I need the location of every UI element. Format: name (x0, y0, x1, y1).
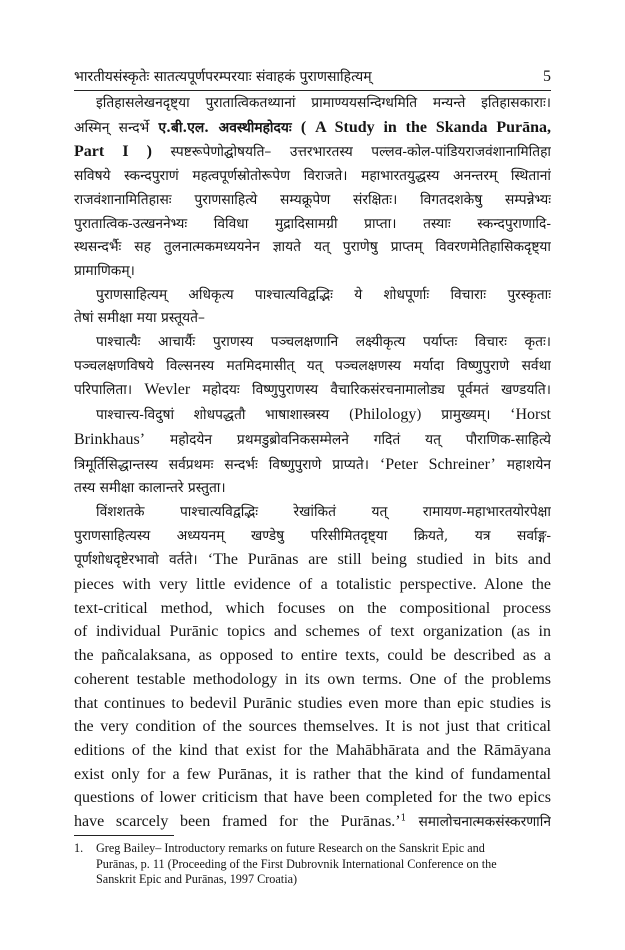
text-span: ) प्रामुख्यम्। (416, 407, 491, 424)
text-line: तेषां समीक्षा मया प्रस्तूयते– (74, 310, 205, 327)
text-span: परिपालिता। (74, 382, 133, 399)
text-line: सविषये स्कन्दपुराणं महत्वपूर्णस्रोतोरूपेण विराजते। महाभारतयुद्धस्य अनन्तरम् स्थितानां (74, 168, 551, 185)
paragraph-1 (74, 92, 551, 284)
footnote-marker: 1. (74, 841, 84, 855)
footnote-reference: 1 (400, 813, 407, 824)
body-text (74, 92, 551, 835)
text-span: अस्मिन् सन्दर्भे (74, 119, 150, 136)
scholar-name: ‘Peter Schreiner’ (379, 455, 496, 473)
text-line: पाश्चात्यैः आचार्यैः पुराणस्य पञ्चलक्षणानि लक्ष्यीकृत्य पर्याप्तः विचारः कृतः। (96, 334, 551, 351)
quotation-line: questions of lower criticism that have been completed for the two epics (74, 789, 551, 807)
running-head (74, 66, 551, 88)
quotation-line: editions of the kind that exist for the Mahābhārata and the Rāmāyana (74, 741, 551, 759)
book-title: ( A Study in the Skanda Purāna, (300, 118, 551, 136)
scholar-name: Wevler (144, 381, 191, 399)
page-number: 5 (543, 68, 551, 85)
text-span: महाशयेन (506, 456, 551, 473)
text-line: इतिहासलेखनदृष्ट्या पुरातात्विकतथ्यानां प्रामाण्ययसन्दिग्धमिति मन्यन्ते इतिहासकाराः। (96, 95, 551, 111)
text-line: तस्य समीक्षा कालान्तरे प्रस्तुता। (74, 480, 226, 497)
paragraph-4 (74, 403, 551, 501)
running-title: भारतीयसंस्कृतेः सातत्यपूर्णपरम्परयाः संवाहकं पुराणसाहित्यम् (74, 69, 372, 85)
text-line (74, 548, 551, 573)
text-line: पुराणसाहित्यस्य अध्ययनम् खण्डेषु परिसीमितदृष्ट्या क्रियते, यत्र सर्वाङ्ग- (74, 527, 551, 544)
footnote-line: Purānas, p. 11 (Proceeding of the First Dubrovnik International Conference on the (96, 856, 497, 871)
text-line: पुराणसाहित्यम् अधिकृत्य पाश्चात्यविद्वद्भिः ये शोधपूर्णाः विचाराः पुरस्कृताः (96, 286, 551, 303)
text-line: पुरातात्विक-उत्खननेभ्यः विविधा मुद्रादिसामग्री प्राप्ता। तस्याः स्कन्दपुराणादि- (74, 215, 551, 232)
paragraph-5 (74, 501, 551, 835)
text-line (74, 810, 551, 835)
quotation-line: that continues to bedevil Purānic studies even more than epic studies is (74, 694, 551, 712)
footnote-text (96, 841, 551, 888)
footnote-line: Sanskrit Epic and Purānas, 1997 Croatia) (96, 872, 298, 886)
quotation-line: the pañcalaksana, as opposed to entire texts, could be described as a (74, 647, 551, 665)
scholar-name: ‘Horst (510, 406, 551, 424)
book-title-part: Part I ) (74, 143, 153, 161)
text-line (74, 378, 551, 403)
footnote-rule (74, 835, 174, 836)
footnote (74, 841, 551, 888)
paragraph-2 (74, 284, 551, 331)
quotation-line: coherent testable methodology in its own terms. One of the problems (74, 670, 551, 688)
text-line: पञ्चलक्षणविषये विल्सनस्य मतमिदमासीत् यत् पञ्चलक्षणस्य मर्यादा विष्णुपुराणे सर्वथा (74, 357, 551, 374)
text-span: महोदयः विष्णुपुराणस्य वैचारिकसंरचनामालोड्य पूर्वमतं खण्डयति। (202, 382, 551, 399)
philology-term: Philology (354, 406, 417, 424)
quotation-line: the very condition of the sources themselves. It is not just that critical (74, 718, 551, 736)
header-rule (74, 90, 551, 91)
text-line (74, 116, 551, 141)
text-line: विंशशतके पाश्चात्यविद्वद्भिः रेखांकितं यत् रामायण-महाभारतयोरपेक्षा (96, 503, 551, 520)
text-line (74, 140, 551, 165)
quotation-text: ‘The Purānas are still being studied in bits and (207, 551, 551, 569)
author-name: ए.बी.एल. अवस्थीमहोदयः (158, 119, 292, 136)
text-line (74, 453, 551, 478)
text-span: पाश्चात्त्य-विदुषां शोधपद्धतौ भाषाशास्त्रस्य ( (96, 407, 355, 424)
quotation-line: of individual Purānic topics and schemes of text organization (as in (74, 623, 551, 641)
text-span: त्रिमूर्तिसिद्धान्तस्य सर्वप्रथमः सन्दर्भः विष्णुपुराणे प्राप्यते। (74, 456, 369, 473)
text-span: पूर्णशोधदृष्टेरभावो वर्तते। (74, 552, 198, 569)
text-span: महोदयेन प्रथमडुब्रोवनिकसम्मेलने गदितं यत् पौराणिक-साहित्ये (169, 431, 551, 448)
text-line (74, 428, 551, 453)
quotation-text: have scarcely been framed for the Purānas.’ (74, 813, 401, 831)
quotation-line: pieces with very little evidence of a totalistic perspective. Alone the (74, 576, 551, 594)
paragraph-3 (74, 331, 551, 403)
text-line: प्रामाणिकम्। (74, 262, 135, 279)
text-line (74, 403, 551, 428)
text-line: राजवंशानामितिहासः पुराणसाहित्ये सम्यक्रूपेण संरक्षितः। विगतदशकेषु सम्पन्नेभ्यः (74, 191, 551, 208)
scholar-name: Brinkhaus’ (74, 430, 146, 448)
quotation-line: text-critical method, which focuses on the compositional process (74, 599, 551, 617)
quotation-line: exist only for a few Purānas, it is rather that the kind of fundamental (74, 765, 551, 783)
text-span: समालोचनात्मकसंस्करणानि (418, 814, 551, 831)
footnote-line: Greg Bailey– Introductory remarks on future Research on the Sanskrit Epic and (96, 841, 485, 855)
text-line: स्थसन्दर्भैः सह तुलनात्मकमध्ययनेन ज्ञायते यत् पुराणेषु प्राप्तम् विवरणमेतिहासिकदृष्ट्या (74, 239, 551, 256)
text-span: स्पष्टरूपेणोद्घोषयति– उत्तरभारतस्य पल्लव-कोल-पांडियराजवंशानामितिहा (170, 144, 551, 161)
